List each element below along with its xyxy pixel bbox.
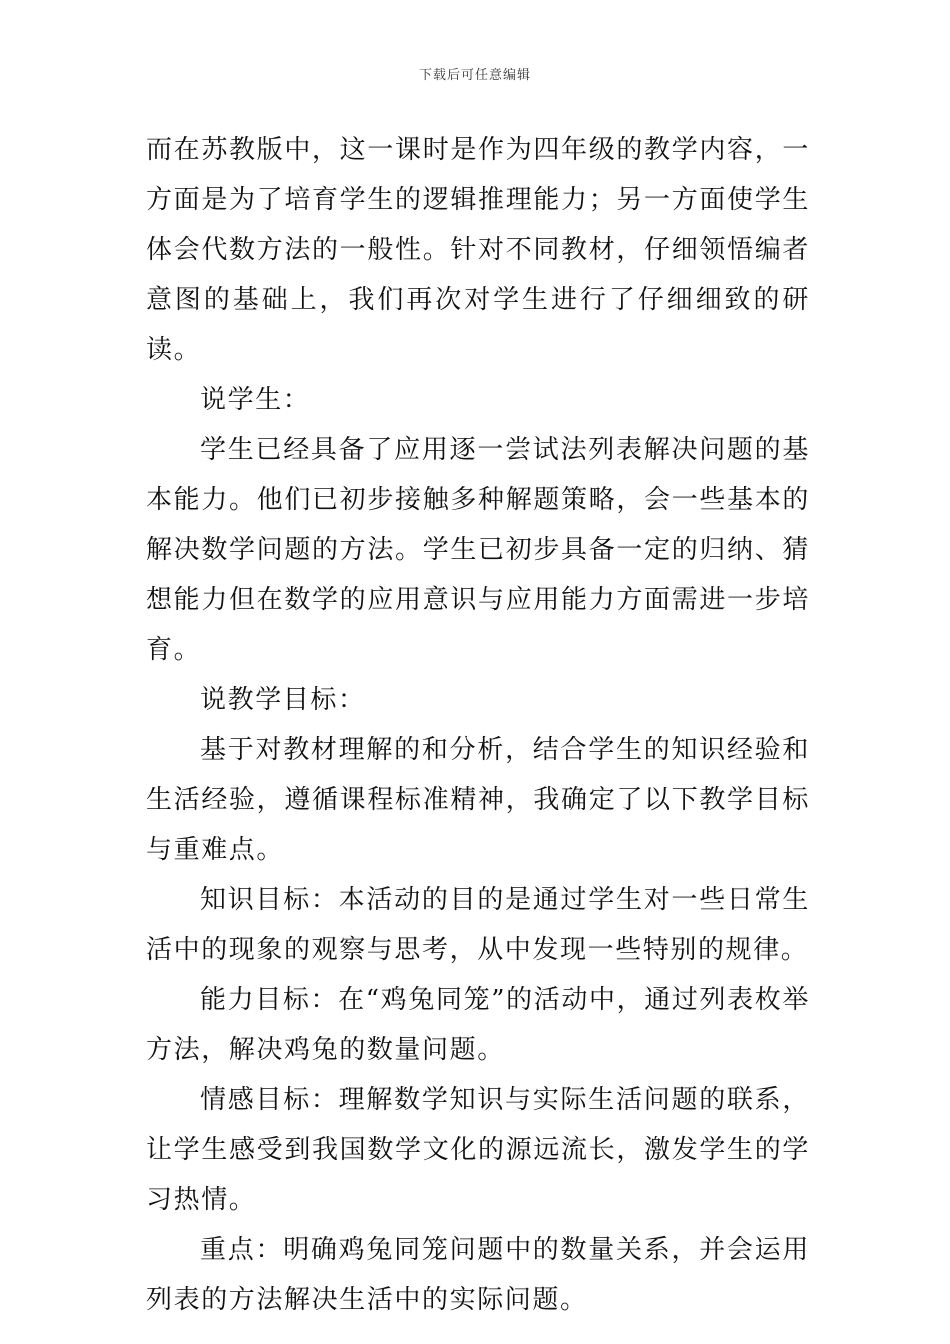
paragraph-goals-intro: 基于对教材理解的和分析，结合学生的知识经验和生活经验，遵循课程标准精神，我确定了以下教学目标与重难点。 [146, 735, 810, 865]
document-body [146, 125, 810, 1325]
heading-teaching-goals: 说教学目标： [200, 685, 366, 715]
paragraph-continuation: 而在苏教版中，这一课时是作为四年级的教学内容，一方面是为了培育学生的逻辑推理能力；另一方面使学生体会代数方法的一般性。针对不同教材，仔细领悟编者意图的基础上，我们再次对学生进行了仔细细致的研读。 [146, 135, 810, 365]
page-header: 下载后可任意编辑 [418, 68, 531, 83]
paragraph-ability-goal: 能力目标：在“鸡兔同笼”的活动中，通过列表枚举方法，解决鸡兔的数量问题。 [146, 985, 810, 1065]
heading-students: 说学生： [200, 385, 311, 415]
paragraph-knowledge-goal: 知识目标：本活动的目的是通过学生对一些日常生活中的现象的观察与思考，从中发现一些特别的规律。 [146, 885, 810, 965]
paragraph-emotion-goal: 情感目标：理解数学知识与实际生活问题的联系，让学生感受到我国数学文化的源远流长，激发学生的学习热情。 [146, 1085, 810, 1215]
paragraph-key-point: 重点：明确鸡兔同笼问题中的数量关系，并会运用列表的方法解决生活中的实际问题。 [146, 1235, 810, 1315]
paragraph-students: 学生已经具备了应用逐一尝试法列表解决问题的基本能力。他们已初步接触多种解题策略，会一些基本的解决数学问题的方法。学生已初步具备一定的归纳、猜想能力但在数学的应用意识与应用能力方面需进一步培育。 [146, 435, 810, 665]
